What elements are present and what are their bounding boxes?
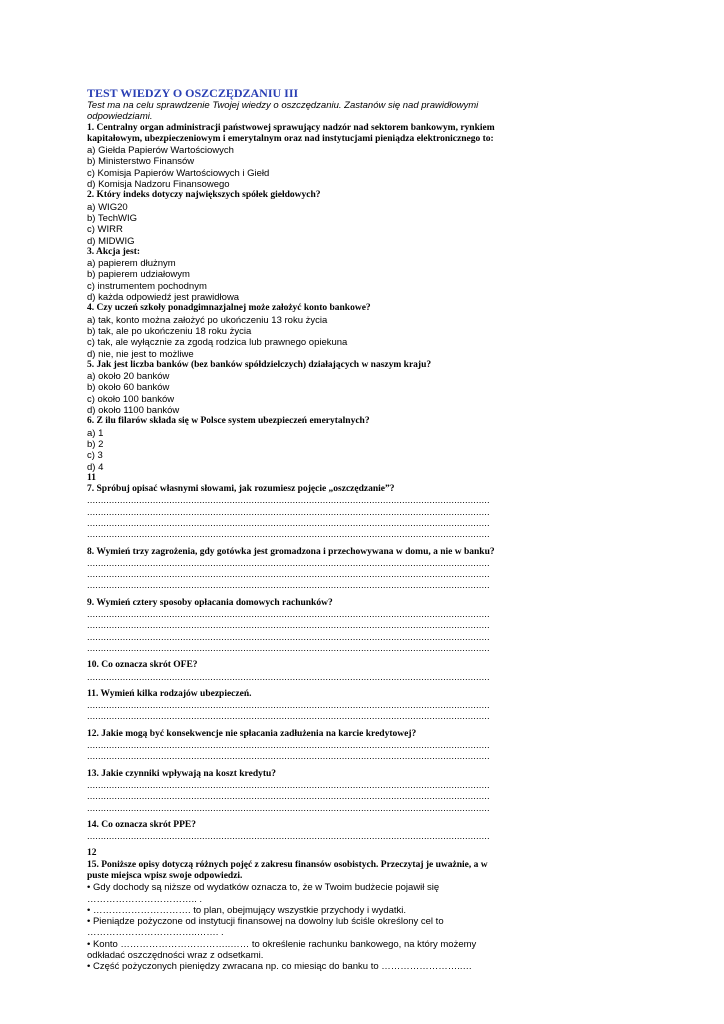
option-6a[interactable]: a) 1 bbox=[87, 427, 104, 439]
option-3d[interactable]: d) każda odpowiedź jest prawidłowa bbox=[87, 292, 240, 304]
question-9: 9. Wymień cztery sposoby opłacania domowych rachunków? bbox=[87, 597, 333, 608]
option-2a[interactable]: a) WIG20 bbox=[87, 201, 128, 213]
answer-line-13-1[interactable]: ................................................................................................................................................... bbox=[87, 779, 490, 791]
option-6b[interactable]: b) 2 bbox=[87, 438, 104, 450]
option-1a[interactable]: a) Giełda Papierów Wartościowych bbox=[87, 145, 234, 157]
question-12: 12. Jakie mogą być konsekwencje nie spłacania zadłużenia na karcie kredytowej? bbox=[87, 728, 417, 739]
document-intro: Test ma na celu sprawdzenie Twojej wiedzy o oszczędzaniu. Zastanów się nad prawidłowymi odpowiedziami. bbox=[87, 100, 479, 123]
option-5c[interactable]: c) około 100 banków bbox=[87, 393, 175, 405]
question-5: 5. Jak jest liczba banków (bez banków spółdzielczych) działających w naszym kraju? bbox=[87, 359, 432, 370]
question-8: 8. Wymień trzy zagrożenia, gdy gotówka jest gromadzona i przechowywana w domu, a nie w banku? bbox=[87, 546, 495, 557]
answer-line-9-1[interactable]: ................................................................................................................................................... bbox=[87, 609, 490, 621]
answer-line-13-2[interactable]: ................................................................................................................................................... bbox=[87, 791, 490, 803]
option-4a[interactable]: a) tak, konto można założyć po ukończeniu 13 roku życia bbox=[87, 314, 328, 326]
option-3c[interactable]: c) instrumentem pochodnym bbox=[87, 280, 207, 292]
option-5d[interactable]: d) około 1100 banków bbox=[87, 405, 180, 417]
answer-line-8-3[interactable]: ................................................................................................................................................... bbox=[87, 580, 490, 592]
document-page bbox=[87, 86, 507, 973]
question-14: 14. Co oznacza skrót PPE? bbox=[87, 819, 196, 830]
question-15: 15. Poniższe opisy dotyczą różnych pojęć z zakresu finansów osobistych. Przeczytaj je uważnie, a w puste miejsca wpisz swoje odpowiedzi. bbox=[87, 859, 488, 881]
fill-item-1[interactable]: • Gdy dochody są niższe od wydatków oznacza to, że w Twoim budżecie pojawił się …………………………….. . bbox=[87, 882, 440, 905]
answer-line-11-1[interactable]: ................................................................................................................................................... bbox=[87, 700, 490, 712]
question-6: 6. Z ilu filarów składa się w Polsce system ubezpieczeń emerytalnych? bbox=[87, 416, 370, 427]
option-3b[interactable]: b) papierem udziałowym bbox=[87, 269, 190, 281]
option-6d[interactable]: d) 4 bbox=[87, 461, 104, 473]
answer-line-9-2[interactable]: ................................................................................................................................................... bbox=[87, 620, 490, 632]
fill-item-4[interactable]: • Konto ……………………………..…… to określenie rachunku bankowego, na który możemy odkładać oszczędności wraz z odsetkami. bbox=[87, 938, 477, 962]
option-4b[interactable]: b) tak, ale po ukończeniu 18 roku życia bbox=[87, 325, 252, 337]
page-number-11: 11 bbox=[87, 472, 96, 483]
answer-line-7-2[interactable]: ................................................................................................................................................... bbox=[87, 506, 490, 518]
option-1c[interactable]: c) Komisja Papierów Wartościowych i Giełd bbox=[87, 167, 270, 179]
answer-line-8-1[interactable]: ................................................................................................................................................... bbox=[87, 557, 490, 569]
question-13: 13. Jakie czynniki wpływają na koszt kredytu? bbox=[87, 768, 277, 779]
option-5b[interactable]: b) około 60 banków bbox=[87, 382, 170, 394]
option-2c[interactable]: c) WIRR bbox=[87, 224, 123, 236]
answer-line-7-3[interactable]: ................................................................................................................................................... bbox=[87, 517, 490, 529]
answer-line-9-3[interactable]: ................................................................................................................................................... bbox=[87, 631, 490, 643]
option-3a[interactable]: a) papierem dłużnym bbox=[87, 258, 176, 270]
answer-line-8-2[interactable]: ................................................................................................................................................... bbox=[87, 569, 490, 581]
question-1: 1. Centralny organ administracji państwowej sprawujący nadzór nad sektorem bankowym, rynkiem kapitałowym, ubezpieczeniowym i emerytalnym oraz nad instytucjami pieniądza elektronicznego to: bbox=[87, 122, 495, 144]
question-11: 11. Wymień kilka rodzajów ubezpieczeń. bbox=[87, 688, 252, 699]
answer-line-10-1[interactable]: ................................................................................................................................................... bbox=[87, 671, 490, 683]
option-6c[interactable]: c) 3 bbox=[87, 450, 103, 462]
page-number-12: 12 bbox=[87, 848, 97, 859]
answer-line-7-1[interactable]: ................................................................................................................................................... bbox=[87, 495, 490, 507]
answer-line-12-2[interactable]: ................................................................................................................................................... bbox=[87, 751, 490, 763]
question-10: 10. Co oznacza skrót OFE? bbox=[87, 660, 198, 671]
option-1b[interactable]: b) Ministerstwo Finansów bbox=[87, 156, 195, 168]
question-2: 2. Który indeks dotyczy największych spółek giełdowych? bbox=[87, 190, 321, 201]
question-3: 3. Akcja jest: bbox=[87, 246, 141, 257]
option-4c[interactable]: c) tak, ale wyłącznie za zgodą rodzica lub prawnego opiekuna bbox=[87, 337, 348, 349]
answer-line-11-2[interactable]: ................................................................................................................................................... bbox=[87, 711, 490, 723]
answer-line-14-1[interactable]: ................................................................................................................................................... bbox=[87, 831, 490, 843]
question-7: 7. Spróbuj opisać własnymi słowami, jak rozumiesz pojęcie „oszczędzanie”? bbox=[87, 484, 395, 495]
question-4: 4. Czy uczeń szkoły ponadgimnazjalnej może założyć konto bankowe? bbox=[87, 303, 371, 314]
option-4d[interactable]: d) nie, nie jest to możliwe bbox=[87, 348, 194, 360]
option-5a[interactable]: a) około 20 banków bbox=[87, 371, 170, 383]
option-2d[interactable]: d) MIDWIG bbox=[87, 235, 135, 247]
answer-line-13-3[interactable]: ................................................................................................................................................... bbox=[87, 802, 490, 814]
answer-line-12-1[interactable]: ................................................................................................................................................... bbox=[87, 740, 490, 752]
fill-item-3[interactable]: • Pieniądze pożyczone od instytucji finansowej na dowolny lub ściśle określony cel to ……………………………..……. . bbox=[87, 916, 444, 939]
answer-line-9-4[interactable]: ................................................................................................................................................... bbox=[87, 642, 490, 654]
fill-item-2[interactable]: • …………………………. to plan, obejmujący wszystkie przychody i wydatki. bbox=[87, 904, 407, 916]
option-1d[interactable]: d) Komisja Nadzoru Finansowego bbox=[87, 179, 230, 191]
document-title: TEST WIEDZY O OSZCZĘDZANIU III bbox=[87, 86, 299, 100]
fill-item-5[interactable]: • Część pożyczonych pieniędzy zwracana np. co miesiąc do banku to ……………………..… bbox=[87, 961, 473, 973]
option-2b[interactable]: b) TechWIG bbox=[87, 212, 137, 224]
answer-line-7-4[interactable]: ................................................................................................................................................... bbox=[87, 529, 490, 541]
